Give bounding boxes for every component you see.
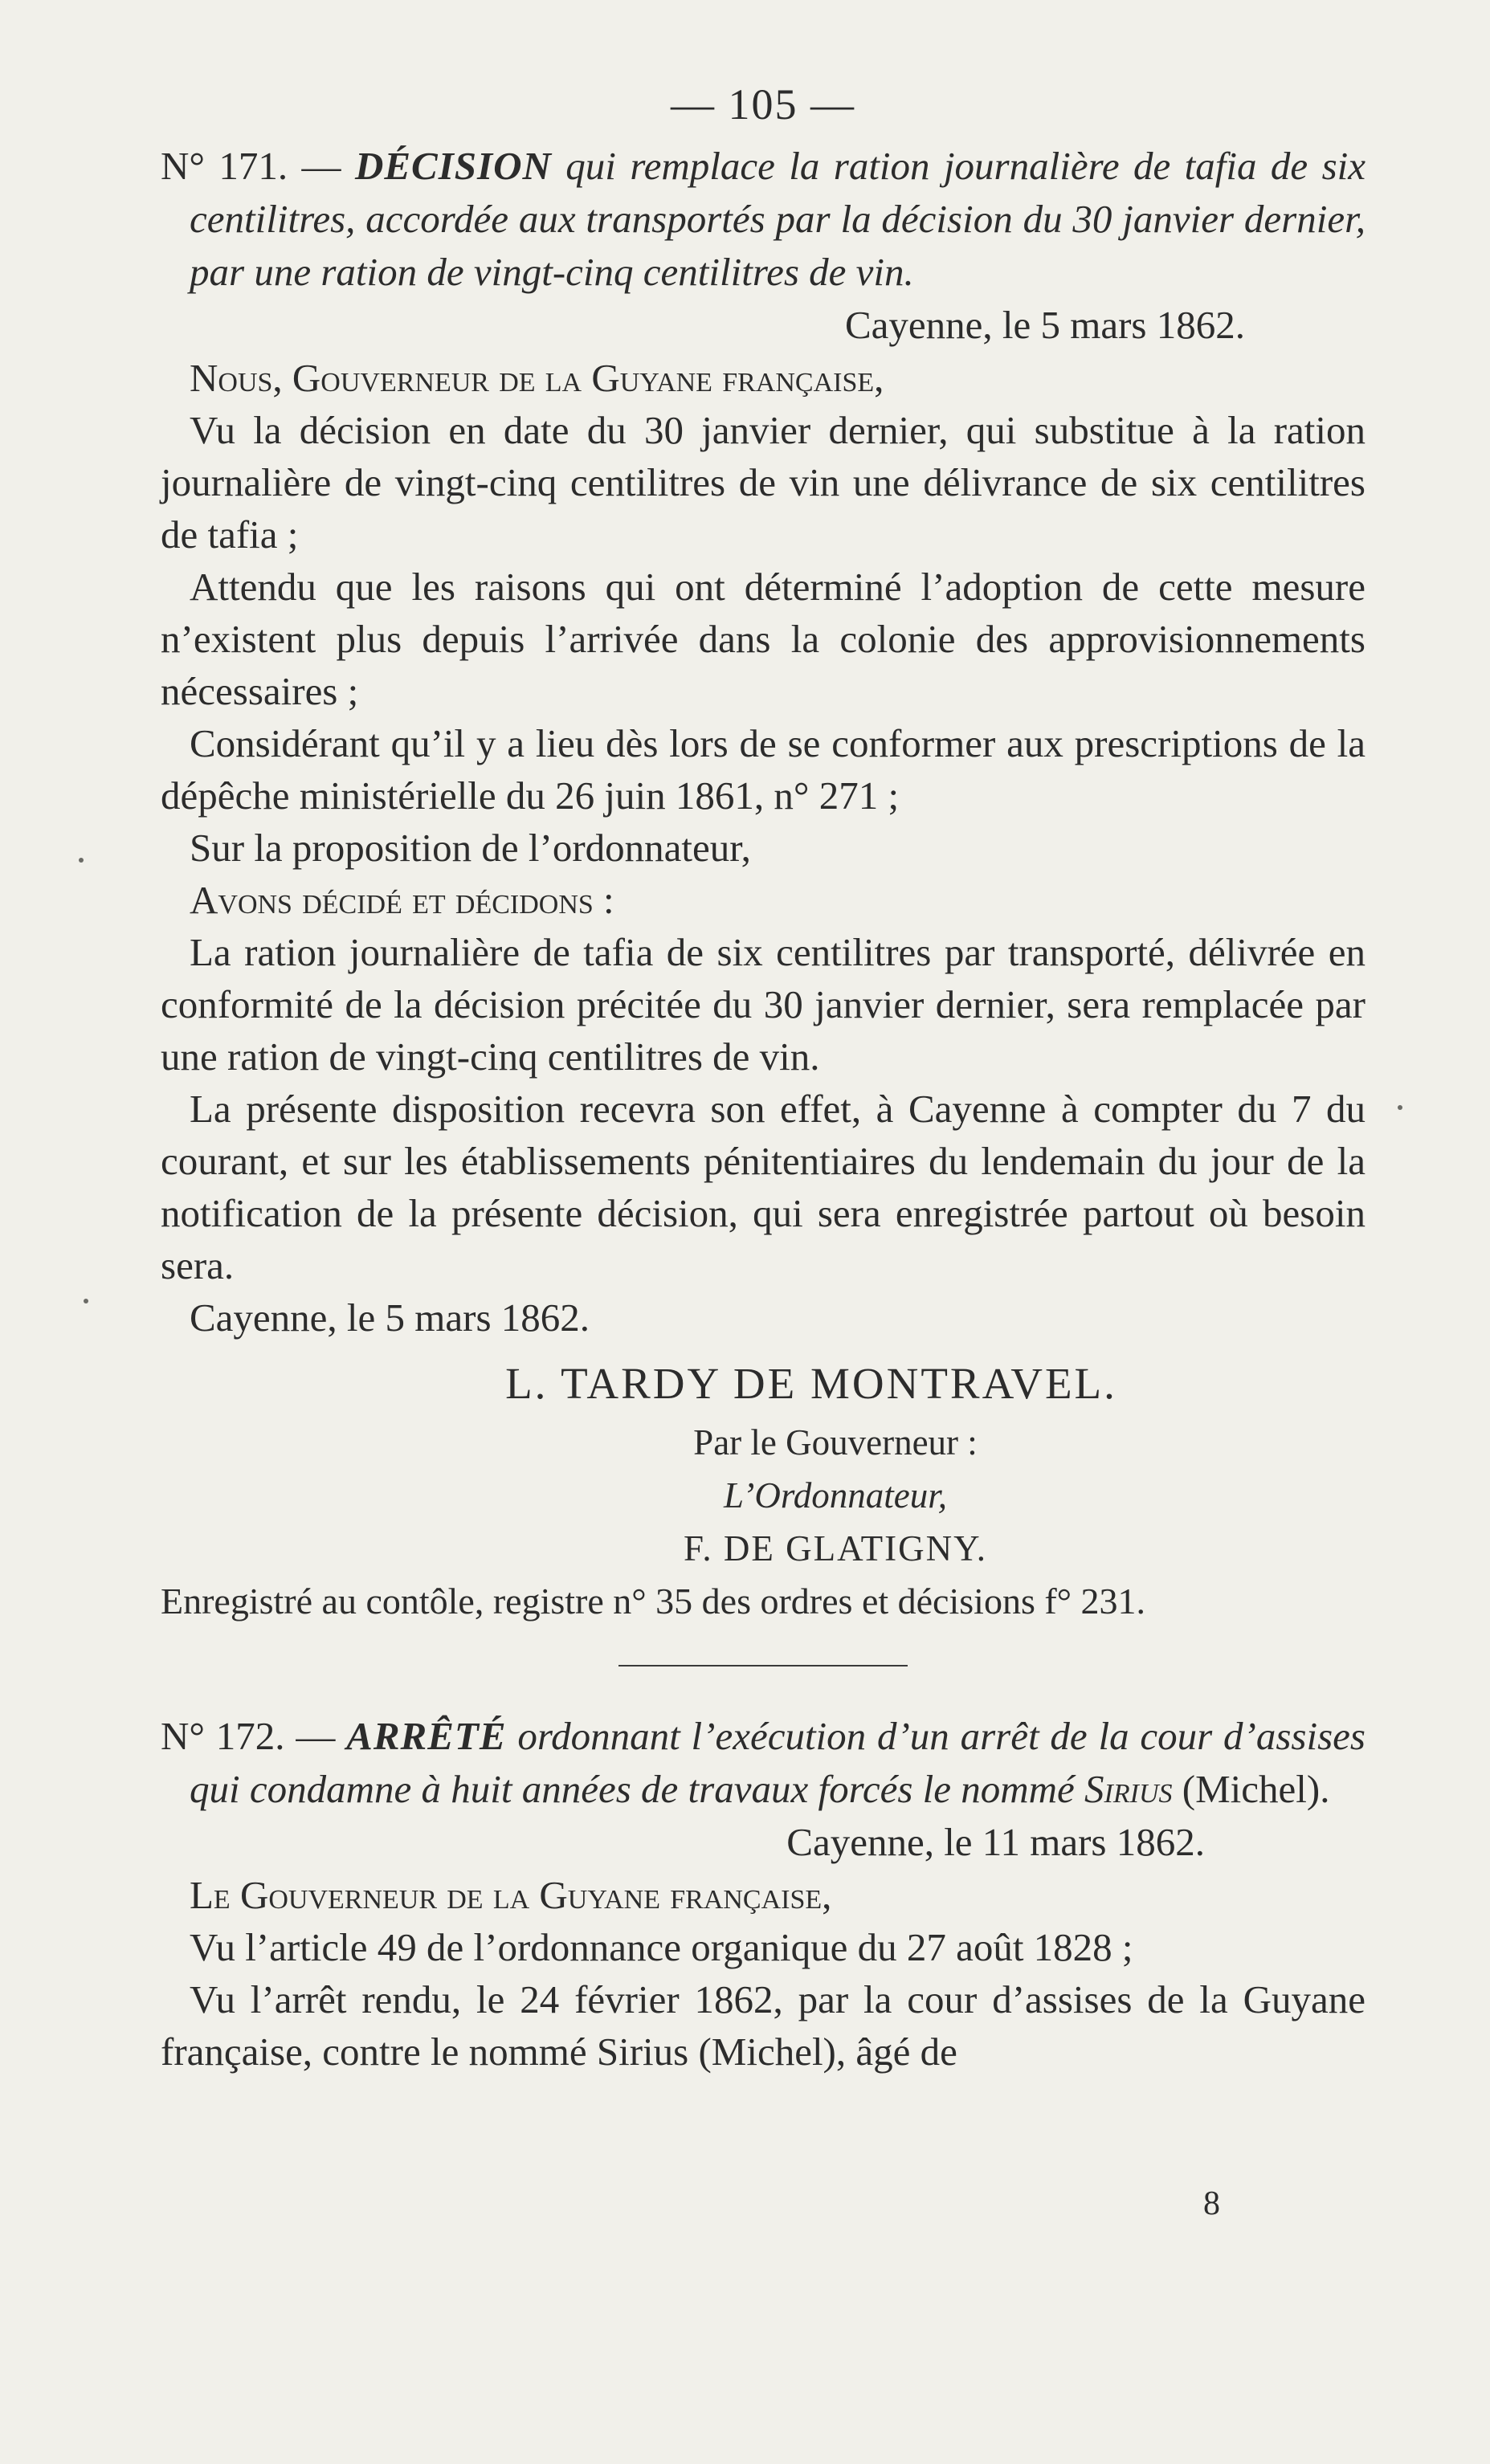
document-page bbox=[161, 80, 1365, 2425]
entry-171-description: qui remplace la ration journalière de tafia de six centilitres, accordée aux transportés par la décision du 30 janvier dernier, par une ration de vingt-cinq centilitres de vin. bbox=[190, 144, 1366, 294]
entry-172-description-before: ordonnant l’exécution d’un arrêt de la cour d’assises qui condamne à huit années de travaux forcés le nommé bbox=[190, 1714, 1365, 1811]
entry-172 bbox=[161, 1710, 1365, 2078]
entry-172-preamble-governor: Le Gouverneur de la Guyane française, bbox=[190, 1873, 832, 1917]
entry-171-ordonnateur-title: L’Ordonnateur, bbox=[724, 1475, 947, 1516]
entry-172-dash: — bbox=[284, 1714, 347, 1758]
entry-172-description-after: (Michel). bbox=[1172, 1767, 1330, 1811]
section-divider-rule bbox=[618, 1665, 908, 1666]
entry-171-decree-line: Avons décidé et décidons : bbox=[190, 878, 614, 922]
entry-171 bbox=[161, 140, 1365, 1628]
entry-172-name: Sirius bbox=[1084, 1767, 1173, 1811]
entry-172-number: N° 172. bbox=[161, 1714, 285, 1758]
entry-171-signature: L. TARDY DE MONTRAVEL. bbox=[505, 1359, 1117, 1408]
paper-speck bbox=[79, 858, 84, 863]
entry-171-considerant-3: Considérant qu’il y a lieu dès lors de se conformer aux prescriptions de la dépêche ministérielle du 26 juin 1861, n° 271 ; bbox=[161, 721, 1365, 818]
entry-171-registration: Enregistré au contôle, registre n° 35 des ordres et décisions f° 231. bbox=[161, 1581, 1146, 1622]
entry-171-title: DÉCISION bbox=[354, 144, 552, 188]
paper-speck bbox=[1398, 1105, 1402, 1110]
entry-171-proposition: Sur la proposition de l’ordonnateur, bbox=[190, 826, 751, 870]
entry-171-decision-1: La ration journalière de tafia de six centilitres par transporté, délivrée en conformité de la décision précitée du 30 janvier dernier, sera remplacée par une ration de vingt-cinq centilitres de vin. bbox=[161, 930, 1365, 1079]
entry-172-vu-1: Vu l’article 49 de l’ordonnance organique du 27 août 1828 ; bbox=[190, 1925, 1133, 1969]
entry-172-heading bbox=[161, 1710, 1365, 1816]
entry-171-heading bbox=[161, 140, 1365, 299]
entry-171-closing-date: Cayenne, le 5 mars 1862. bbox=[190, 1295, 590, 1340]
entry-171-number: N° 171. bbox=[161, 144, 288, 188]
entry-171-ordonnateur-name: F. DE GLATIGNY. bbox=[683, 1528, 988, 1569]
entry-172-date: Cayenne, le 11 mars 1862. bbox=[786, 1820, 1205, 1864]
printer-signature-mark: 8 bbox=[1203, 2185, 1220, 2222]
entry-172-vu-2: Vu l’arrêt rendu, le 24 février 1862, par la cour d’assises de la Guyane française, contre le nommé Sirius (Michel), âgé de bbox=[161, 1977, 1365, 2074]
entry-171-dash: — bbox=[288, 144, 355, 188]
entry-171-preamble-governor: Nous, Gouverneur de la Guyane française, bbox=[190, 356, 884, 400]
entry-171-considerant-1: Vu la décision en date du 30 janvier dernier, qui substitue à la ration journalière de vingt-cinq centilitres de vin une délivrance de six centilitres de tafia ; bbox=[161, 408, 1365, 557]
page-number-header: — 105 — bbox=[671, 80, 855, 129]
entry-171-considerant-2: Attendu que les raisons qui ont déterminé l’adoption de cette mesure n’existent plus depuis l’arrivée dans la colonie des approvisionnements nécessaires ; bbox=[161, 565, 1365, 713]
entry-171-date: Cayenne, le 5 mars 1862. bbox=[844, 303, 1245, 347]
entry-171-decision-2: La présente disposition recevra son effet, à Cayenne à compter du 7 du courant, et sur les établissements pénitentiaires du lendemain du jour de la notification de la présente décision, qui sera enregistrée partout où besoin sera. bbox=[161, 1087, 1365, 1287]
entry-171-by-governor: Par le Gouverneur : bbox=[693, 1422, 978, 1462]
paper-speck bbox=[84, 1299, 88, 1303]
entry-172-title: ARRÊTÉ bbox=[346, 1714, 507, 1758]
